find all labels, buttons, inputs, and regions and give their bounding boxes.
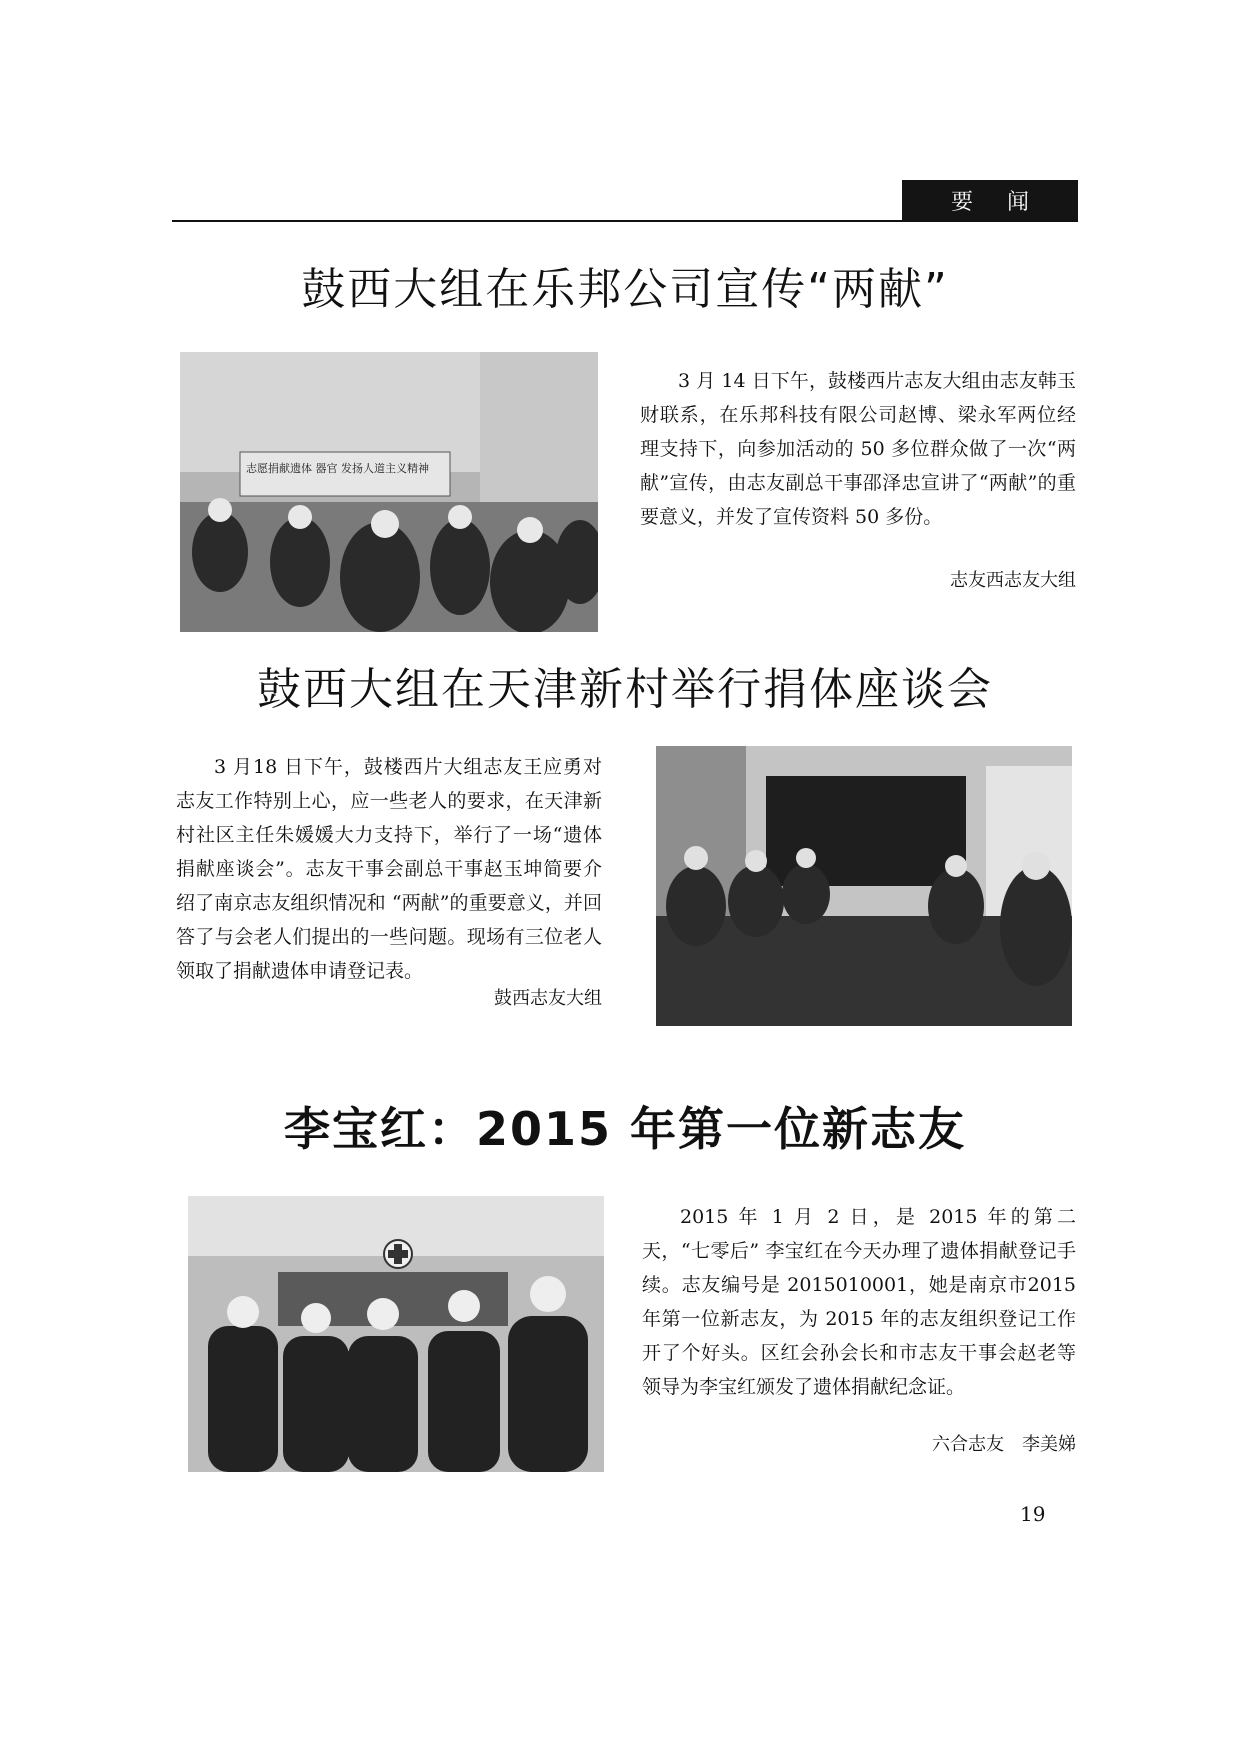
article-2-byline: 鼓西志友大组 — [494, 988, 602, 1009]
article-1-banner: 志愿捐献遗体 器官 发扬人道主义精神 — [246, 462, 429, 475]
header-rule — [172, 220, 1078, 222]
page-number: 19 — [1020, 1502, 1046, 1526]
article-2-body: 3 月18 日下午，鼓楼西片大组志友王应勇对志友工作特别上心，应一些老人的要求，在天津新村社区主任朱媛媛大力支持下，举行了一场“遗体捐献座谈会”。志友干事会副总干事赵玉坤简要介绍了南京志友组织情况和 “两献”的重要意义，并回答了与会老人们提出的一些问题。现场有三位老人领取了捐献遗体申请登记表。 — [176, 756, 602, 982]
article-1-byline: 志友西志友大组 — [950, 570, 1076, 591]
article-3-photo — [188, 1196, 604, 1472]
article-2-headline: 鼓西大组在天津新村举行捐体座谈会 — [257, 664, 993, 715]
article-2-photo — [656, 746, 1072, 1026]
article-3-headline: 李宝红：2015 年第一位新志友 — [283, 1102, 967, 1156]
section-tab — [902, 180, 1078, 220]
article-1-headline: 鼓西大组在乐邦公司宣传“两献” — [301, 264, 949, 315]
article-1-body: 3 月 14 日下午，鼓楼西片志友大组由志友韩玉财联系，在乐邦科技有限公司赵博、梁永军两位经理支持下，向参加活动的 50 多位群众做了一次“两献”宣传，由志友副总干事邵泽忠宣讲了“两献”的重要意义，并发了宣传资料 50 多份。 — [640, 370, 1076, 528]
section-label: 要闻 — [950, 189, 1063, 215]
article-3-body: 2015 年 1 月 2 日，是 2015 年的第二天，“七零后” 李宝红在今天办理了遗体捐献登记手续。志友编号是 2015010001，她是南京市2015 年第一位新志友，为 2015 年的志友组织登记工作开了个好头。区红会孙会长和市志友干事会赵老等领导为李宝红颁发了遗体捐献纪念证。 — [642, 1206, 1076, 1398]
article-1-photo — [180, 352, 598, 632]
article-3-byline: 六合志友 李美娣 — [932, 1434, 1076, 1455]
